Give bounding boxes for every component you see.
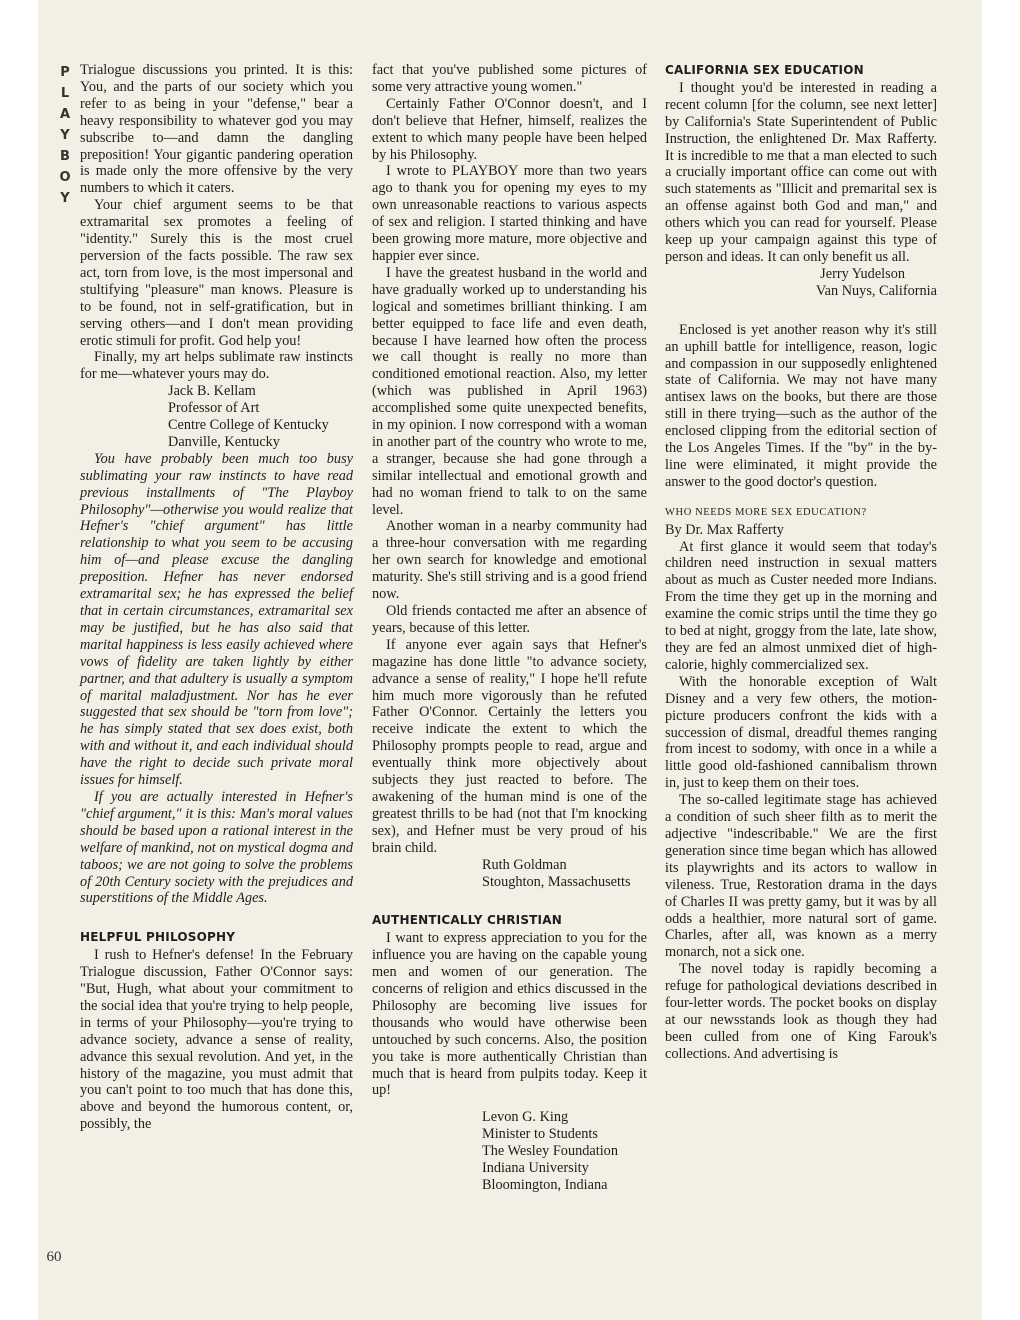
signature-line: Levon G. King: [482, 1109, 569, 1126]
signature-line: Jack B. Kellam: [168, 383, 256, 400]
clipping-byline: By Dr. Max Rafferty: [665, 521, 784, 538]
letter-paragraph: If anyone ever again says that Hefner's magazine has done little "to advance society, advance a sense of reality," I hope he'll refute him much more vigorously than he refuted Father O'Connor. Certainly the letters you receive indicate the extent to which the Philosophy prompts people to read, argue and eventually think more objectively about subjects they just reacted to before. The awakening of the human mind is one of the greatest thrills to be had (not that I'm knocking sex), and Hefner must be very proud of his brain child.: [372, 636, 647, 856]
masthead-letter: Y: [60, 128, 70, 143]
clipping-paragraph: At first glance it would seem that today's children need instruction in sexual matters about as much as Custer needed more Indians. From the time they get up in the morning and examine the comic strips until the time they go to bed at night, groggy from the late, late show, they are fed an almost unmixed diet of high-calorie, highly commercialized sex.: [665, 538, 937, 673]
clipping-paragraph: With the honorable exception of Walt Disney and a very few others, the motion-picture producers confront the kids with a succession of dismal, dreadful themes ranging from incest to sodomy, with once in a while a little good old-fashioned cannibalism thrown in, just to keep them on their toes.: [665, 673, 937, 792]
playboy-masthead: [54, 62, 76, 209]
masthead-letter: A: [59, 107, 71, 122]
clipping-paragraph: The so-called legitimate stage has achieved a condition of such sheer filth as to merit the adjective "indescribable." We are the first generation since time began which has allowed its playwrights and its actors to wallow in vileness. True, Restoration drama in the days of Charles II was pretty gamy, but it was by all odds a healthier, more natural sort of game. Charles, after all, was known as a merry monarch, not a sick one.: [665, 792, 937, 961]
letter-paragraph: Finally, my art helps sublimate raw instincts for me—whatever yours may do.: [80, 349, 353, 383]
letter-paragraph: I rush to Hefner's defense! In the February Trialogue discussion, Father O'Connor says: "But, Hugh, what about your commitment to the social idea that you're trying to help people, in terms of your Philosophy—you're trying to advance society, advance a sense of reality, advance this sexual revolution. And yet, in the history of the magazine, you must admit that you can't point to too much that has done this, above and beyond the humorous content, or, possibly, the: [80, 947, 353, 1133]
signature-line: Ruth Goldman: [482, 856, 567, 873]
letter-signature: [372, 857, 647, 891]
signature-line: Stoughton, Massachusetts: [482, 873, 631, 890]
letter-signature: [665, 266, 937, 300]
clipping-paragraph: The novel today is rapidly becoming a refuge for pathological deviations described in four-letter words. The pocket books on display at our newsstands look as though they had been culled from one of King Farouk's collections. And advertising is: [665, 961, 937, 1062]
signature-line: Jerry Yudelson: [820, 265, 905, 282]
signature-line: Van Nuys, California: [815, 282, 937, 299]
signature-line: Bloomington, Indiana: [482, 1177, 608, 1193]
masthead-letter: L: [60, 86, 70, 101]
signature-line: The Wesley Foundation: [482, 1143, 618, 1160]
signature-line: Minister to Students: [482, 1126, 598, 1143]
letter-paragraph: Old friends contacted me after an absence of years, because of this letter.: [372, 603, 647, 636]
signature-line: Centre College of Kentucky: [168, 417, 329, 434]
column-3: [665, 62, 937, 1063]
magazine-page: [38, 0, 982, 1320]
section-heading: HELPFUL PHILOSOPHY: [80, 930, 236, 945]
masthead-letter: B: [60, 149, 70, 164]
letter-paragraph: I wrote to PLAYBOY more than two years ago to thank you for opening my eyes to my own unreasonable reactions to various aspects of sex and religion. I started thinking and have been growing more mature, more objective and happier ever since.: [372, 163, 647, 264]
signature-line: Indiana University: [482, 1160, 589, 1177]
masthead-letter: P: [60, 65, 70, 80]
masthead-letter: Y: [60, 191, 70, 206]
page-number: 60: [46, 1249, 62, 1265]
signature-line: Professor of Art: [168, 400, 260, 417]
letter-paragraph: Trialogue discussions you printed. It is this: You, and the parts of our society which you refer to as being in your "defense," bear a heavy responsibility to whatever god you may subscribe to—and damn the dangling preposition! Your gigantic pandering operation is made only the more offensive by the very numbers to which it caters.: [80, 62, 353, 197]
editor-reply: You have probably been much too busy sublimating your raw instincts to have read previous installments of "The Playboy Philosophy"—otherwise you would realize that Hefner's "chief argument" has little relationship to what you seem to be accusing him of—and please excuse the dangling preposition. Hefner has never endorsed extramarital sex; he has expressed the belief that in certain circumstances, extramarital sex may be justified, but he has also said that marital happiness is less easily achieved where vows of fidelity are taken lightly by either partner, and that adultery is usually a symptom of marital maladjustment. Nor has he ever suggested that sex should be "torn from love"; he has simply stated that sex does exist, both with and without it, and each individual should have the right to decide such private moral issues for himself.: [80, 450, 353, 789]
letter-paragraph: Enclosed is yet another reason why it's still an uphill battle for intelligence, reason, logic and compassion in our supposedly enlightened state of California. We may not have many antisex laws on the books, but there are those still in there trying—such as the author of the enclosed clipping from the editorial section of the Los Angeles Times. If the "by" in the by-line were eliminated, it might provide the answer to the good doctor's question.: [665, 321, 937, 490]
letter-paragraph: fact that you've published some pictures of some very attractive young women.": [372, 62, 647, 95]
column-1: [80, 62, 353, 1133]
editor-reply: If you are actually interested in Hefner's "chief argument," it is this: Man's moral values should be based upon a rational interest in the welfare of mankind, not on mystical dogma and taboos; we are not going to solve the problems of 20th Century society with the prejudices and superstitions of the Middle Ages.: [80, 788, 353, 907]
section-heading: CALIFORNIA SEX EDUCATION: [665, 63, 864, 77]
letter-paragraph: Certainly Father O'Connor doesn't, and I don't believe that Hefner, himself, realizes the extent to which many people have been helped by his Philosophy.: [372, 95, 647, 163]
letter-paragraph: Another woman in a nearby community had a three-hour conversation with me regarding her own search for knowledge and emotional maturity. She's still striving and is a good friend now.: [372, 518, 647, 603]
section-heading: AUTHENTICALLY CHRISTIAN: [372, 913, 562, 928]
signature-line: Danville, Kentucky: [168, 433, 280, 450]
masthead-letter: O: [59, 170, 71, 185]
letter-paragraph: I want to express appreciation to you for the influence you are having on the capable young men and women of our generation. The concerns of religion and ethics discussed in the Philosophy are becoming live issues for thousands who would have otherwise been untouched by such concerns. Also, the position you take is more authentically Christian than much that is heard from pulpits today. Keep it up!: [372, 930, 647, 1099]
letter-paragraph: I have the greatest husband in the world and have gradually worked up to understanding his logical and sometimes brilliant thinking. I am better equipped to face life and even death, because I have learned how often the process we call thought is really no more than conditioned emotional reaction. Also, my letter (which was published in April 1963) accomplished some quite unexpected benefits, in my opinion. I now correspond with a woman in another part of the country who wrote to me, a stranger, because she had gone through a similar intellectual and emotional growth and had no woman friend to talk to on the same level.: [372, 264, 647, 518]
letter-paragraph: Your chief argument seems to be that extramarital sex promotes a feeling of "identity." Surely this is the most cruel perversion of the facts possible. The raw sex act, torn from love, is the most impersonal and stultifying "pleasure" man knows. Pleasure is to be found, not in self-gratification, but in serving others—and I don't mean providing erotic stimuli for profit. God help you!: [80, 197, 353, 349]
clipping-headline: WHO NEEDS MORE SEX EDUCATION?: [665, 506, 867, 518]
letter-signature: [80, 383, 353, 451]
column-2: [372, 62, 647, 1194]
letter-signature: [372, 1109, 647, 1194]
letter-paragraph: I thought you'd be interested in reading a recent column [for the column, see next letter] by California's State Superintendent of Public Instruction, the enlightened Dr. Max Rafferty. It is incredible to me that a man elected to such a crucially important office can come out with such statements as "Illicit and premarital sex is an offense against both God and man," and others which you can read for yourself. Please keep up your campaign against this type of person and ideas. It can only benefit us all.: [665, 79, 937, 265]
